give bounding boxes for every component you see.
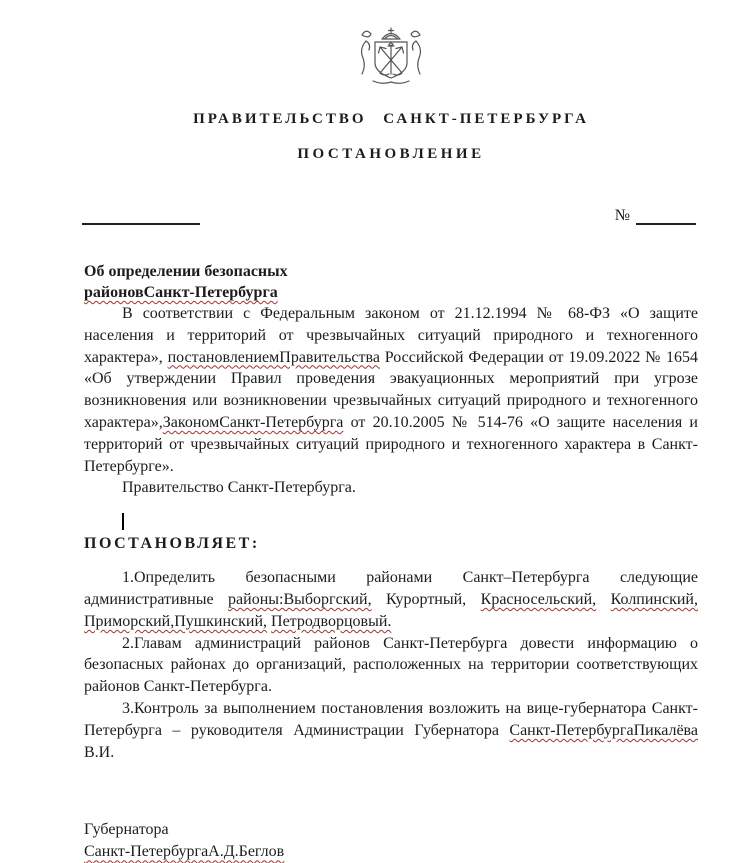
text-run: 2.Главам администраций районов Санкт-Петербурга довести информацию о безопасных районах до организаций, расположенных на территории соответствующих районов Санкт-Петербурга. [84,634,698,696]
resolution-item-3[interactable] [84,698,698,763]
misspelled-text-run: районы:Выборгский, [228,590,372,608]
misspelled-text-run: постановлениемПравительства [167,348,380,366]
emblem-container [84,24,698,95]
number-sign: № [614,207,630,224]
saint-petersburg-coat-of-arms-icon [345,77,437,94]
misspelled-text-run: Колпинский, [610,590,698,608]
text-run: Российской Федерации от 19.09.2022 № 1654 «Об утверждении Правил проведения эвакуационных мероприятий при угрозе возникновения или возникновении чрезвычайных ситуаций природного и техногенного характера», [84,348,699,431]
paragraph-government[interactable] [84,477,698,499]
subject-block [84,261,698,303]
misspelled-text-run: ЗакономСанкт-Петербурга [162,413,344,431]
text-run [596,591,610,608]
doc-type-heading: ПОСТАНОВЛЕНИЕ [297,146,485,162]
misspelled-text-run: Петродворцовый. [271,612,392,630]
text-run: В соответствии с Федеральным законом от 21.12.1994 № 68-ФЗ «О защите населения и территорий от чрезвычайных ситуаций природного и техногенного характера», [84,305,698,366]
text-run: 1.Определить безопасными районами Санкт–Петербурга следующие административные [84,569,698,608]
resolution-item-1[interactable] [84,567,698,632]
date-blank-line [82,207,200,225]
paragraph-legal-basis[interactable] [84,303,698,477]
empty-paragraph[interactable] [84,511,698,535]
resolves-heading: ПОСТАНОВЛЯЕТ: [84,535,260,553]
number-group [615,207,696,225]
text-run: от 20.10.2005 № 514-76 «О защите населения и территорий от чрезвычайных ситуаций природного и техногенного характера в Санкт-Петербурге». [84,413,698,475]
misspelled-text-run: Красносельский, [480,590,597,608]
text-cursor [122,513,124,530]
subject-line-1: Об определении безопасных [84,263,288,280]
text-run: Курортный, [371,590,481,608]
text-run: 3.Контроль за выполнением постановления возложить на вице-губернатора Санкт-Петербурга – руководителя Администрации Губернатора [84,699,698,739]
org-name-heading: ПРАВИТЕЛЬСТВО САНКТ-ПЕТЕРБУРГА [193,111,589,127]
signature-title-line: Губернатора [84,821,169,839]
signature-name-line: Санкт-ПетербургаА.Д.Беглов [84,843,285,861]
text-run: В.И. [84,743,115,761]
date-number-row [84,205,698,225]
text-run: Правительство Санкт-Петербурга. [122,479,356,497]
signature-block [84,819,698,863]
misspelled-text-run: Санкт-ПетербургаПикалёва [509,721,698,739]
misspelled-text-run: Приморский,Пушкинский, [84,612,268,630]
resolution-item-2[interactable] [84,633,698,698]
subject-line-2: районовСанкт-Петербурга [84,284,278,301]
number-blank-line [636,209,696,225]
